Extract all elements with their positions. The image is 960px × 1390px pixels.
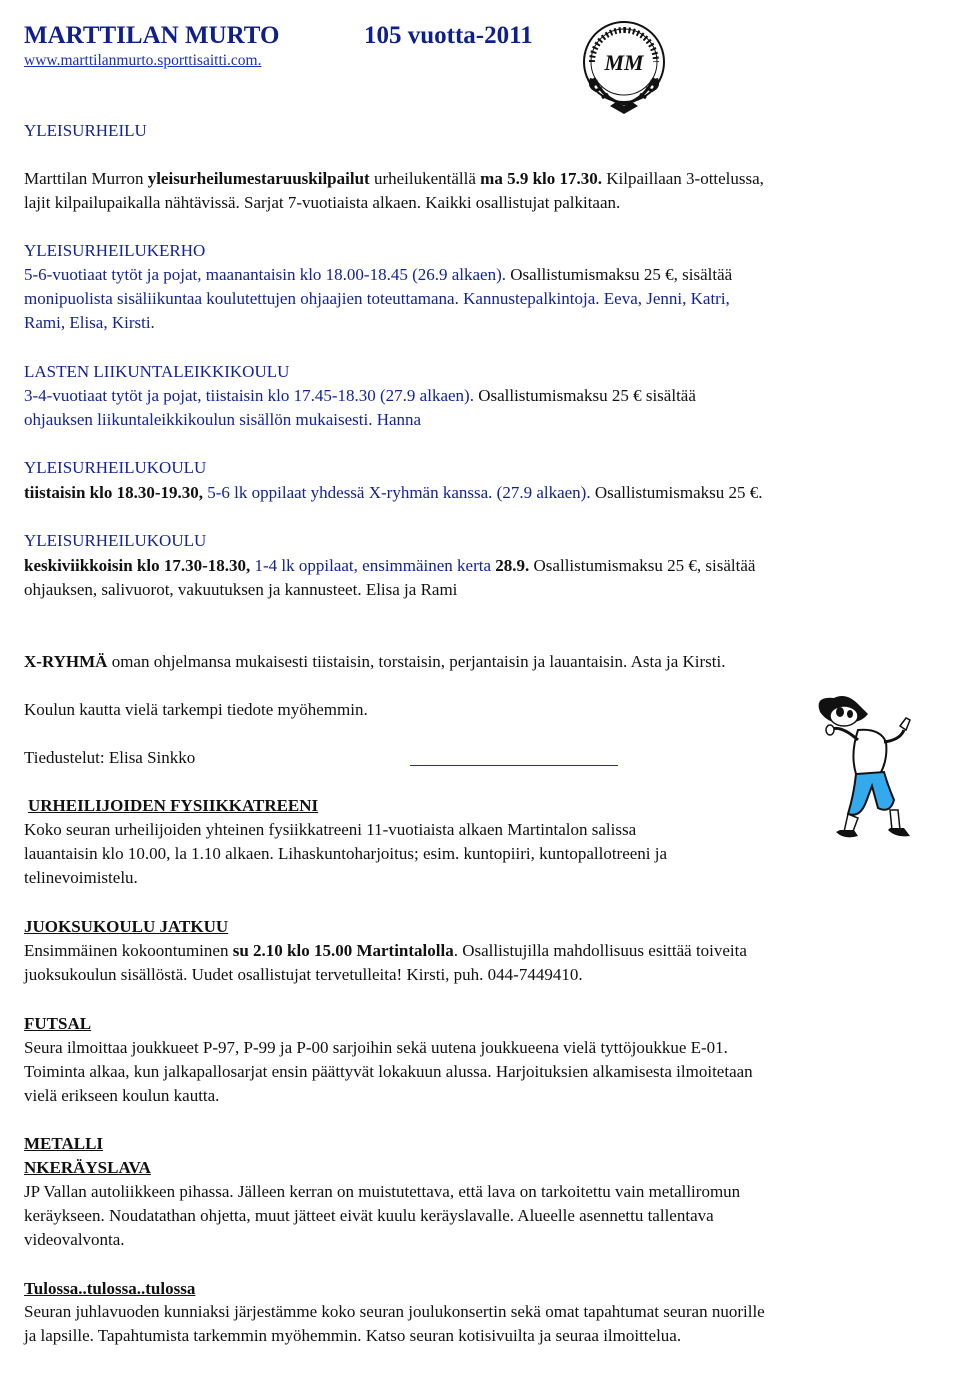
tulossa-line-2: ja lapsille. Tapahtumista tarkemmin myöhemmin. Katso seuran kotisivuilta ja seuraa ilmoittelua. [24,1326,682,1345]
section-title-yleisurheilu: YLEISURHEILU [24,121,147,140]
section-title-metalli: METALLI [24,1134,104,1153]
juoksu-line-2: juoksukoulun sisällöstä. Uudet osallistujat tervetulleita! Kirsti, puh. 044-7449410. [24,965,583,984]
section-title-nkerayslava: NKERÄYSLAVA [24,1158,151,1177]
text-span: . Osallistujilla mahdollisuus esittää toiveita [453,941,747,960]
koulu2-line-1 [24,554,755,578]
yleisurheilu-line-1 [24,167,764,191]
text-span: Osallistumismaksu 25 € sisältää [473,386,696,405]
yleisurheilu-line-2: lajit kilpailupaikalla nähtävissä. Sarjat 7-vuotiaista alkaen. Kaikki osallistujat palkitaan. [24,193,621,212]
kerho-schedule: 5-6-vuotiaat tytöt ja pojat, maanantaisin klo 18.00-18.45 (26.9 alkaen). [24,265,507,284]
event-date: ma 5.9 klo 17.30. [480,169,602,188]
fysiikka-line-2: lauantaisin klo 10.00, la 1.10 alkaen. Lihaskuntoharjoitus; esim. kuntopiiri, kuntopallotreeni ja [24,844,668,863]
text-span: urheilukentällä [369,169,481,188]
lasten-line-2: ohjauksen liikuntaleikkikoulun sisällön mukaisesti. Hanna [24,410,422,429]
koulu2-line-2: ohjauksen, salivuorot, vakuutuksen ja kannusteet. Elisa ja Rami [24,580,458,599]
koulu1-line-1 [24,481,763,505]
section-title-koulu-2: YLEISURHEILUKOULU [24,531,207,550]
tiedustelut-contact: Tiedustelut: Elisa Sinkko [24,748,196,767]
text-span: Osallistumismaksu 25 €, sisältää [529,556,756,575]
futsal-line-1: Seura ilmoittaa joukkueet P-97, P-99 ja P-00 sarjoihin sekä uutena joukkueena vielä tyttöjoukkue E-01. [24,1038,728,1057]
text-span: Ensimmäinen kokoontuminen [24,941,233,960]
juoksu-line-1 [24,939,747,963]
lasten-line-1 [24,384,696,408]
event-name: yleisurheilumestaruuskilpailut [147,169,370,188]
metalli-line-1: JP Vallan autoliikkeen pihassa. Jälleen kerran on muistutettava, että lava on tarkoitettu vain metalliromun [24,1182,741,1201]
koulu1-time: tiistaisin klo 18.30-19.30, [24,483,203,502]
kerho-line-3: Rami, Elisa, Kirsti. [24,313,155,332]
section-title-koulu-1: YLEISURHEILUKOULU [24,458,207,477]
kerho-line-1 [24,263,732,287]
tulossa-line-1: Seuran juhlavuoden kunniaksi järjestämme koko seuran joulukonsertin sekä omat tapahtumat seuran nuorille [24,1302,765,1321]
section-title-juoksu: JUOKSUKOULU JATKUU [24,917,229,936]
kerho-line-2: monipuolista sisäliikuntaa koulutettujen ohjaajien toteuttamana. Kannustepalkintoja. Eeva, Jenni, Katri, [24,289,730,308]
xryhma-line [24,650,726,674]
section-title-kerho: YLEISURHEILUKERHO [24,241,206,260]
section-title-futsal: FUTSAL [24,1014,92,1033]
metalli-line-3: videovalvonta. [24,1230,125,1249]
section-title-lasten: LASTEN LIIKUNTALEIKKIKOULU [24,362,290,381]
fysiikka-line-3: telinevoimistelu. [24,868,138,887]
text-span: 1-4 lk oppilaat, ensimmäinen kerta [250,556,496,575]
section-title-tulossa: Tulossa..tulossa..tulossa [24,1279,196,1298]
fysiikka-line-1: Koko seuran urheilijoiden yhteinen fysiikkatreeni 11-vuotiaista alkaen Martintalon salissa [24,820,637,839]
text-span: Marttilan Murron [24,169,148,188]
koulu-notice: Koulun kautta vielä tarkempi tiedote myöhemmin. [24,700,368,719]
text-span: Osallistumismaksu 25 €. [590,483,763,502]
club-logo-emblem [580,18,668,118]
xryhma-title: X-RYHMÄ [24,652,108,671]
text-span: 5-6 lk oppilaat yhdessä X-ryhmän kanssa. (27.9 alkaen). [203,483,591,502]
text-span: Kilpaillaan 3-ottelussa, [602,169,764,188]
koulu2-start-date: 28.9. [495,556,530,575]
signature-blank-line [410,765,618,766]
text-span: oman ohjelmansa mukaisesti tiistaisin, torstaisin, perjantaisin ja lauantaisin. Asta ja Kirsti. [107,652,726,671]
text-span: Osallistumismaksu 25 €, sisältää [506,265,733,284]
svg-text:MM: MM [604,50,644,75]
section-title-fysiikka: URHEILIJOIDEN FYSIIKKATREENI [28,796,319,815]
lasten-schedule: 3-4-vuotiaat tytöt ja pojat, tiistaisin klo 17.45-18.30 (27.9 alkaen). [24,386,474,405]
anniversary-title: 105 vuotta-2011 [364,22,533,49]
futsal-line-2: Toiminta alkaa, kun jalkapallosarjat ensin päättyvät lokakuun alussa. Harjoituksien alkamisesta ilmoitetaan [24,1062,753,1081]
club-name: MARTTILAN MURTO [24,22,280,49]
club-website-link[interactable]: www.marttilanmurto.sporttisaitti.com. [24,52,262,69]
metalli-line-2: keräykseen. Noudatathan ohjetta, muut jätteet eivät kuulu keräyslavalle. Alueelle asennettu tallentava [24,1206,714,1225]
futsal-line-3: vielä erikseen koulun kautta. [24,1086,220,1105]
koulu2-time: keskiviikkoisin klo 17.30-18.30, [24,556,251,575]
juoksu-time-place: su 2.10 klo 15.00 Martintalolla [232,941,454,960]
mascot-cartoon-image [800,690,920,850]
